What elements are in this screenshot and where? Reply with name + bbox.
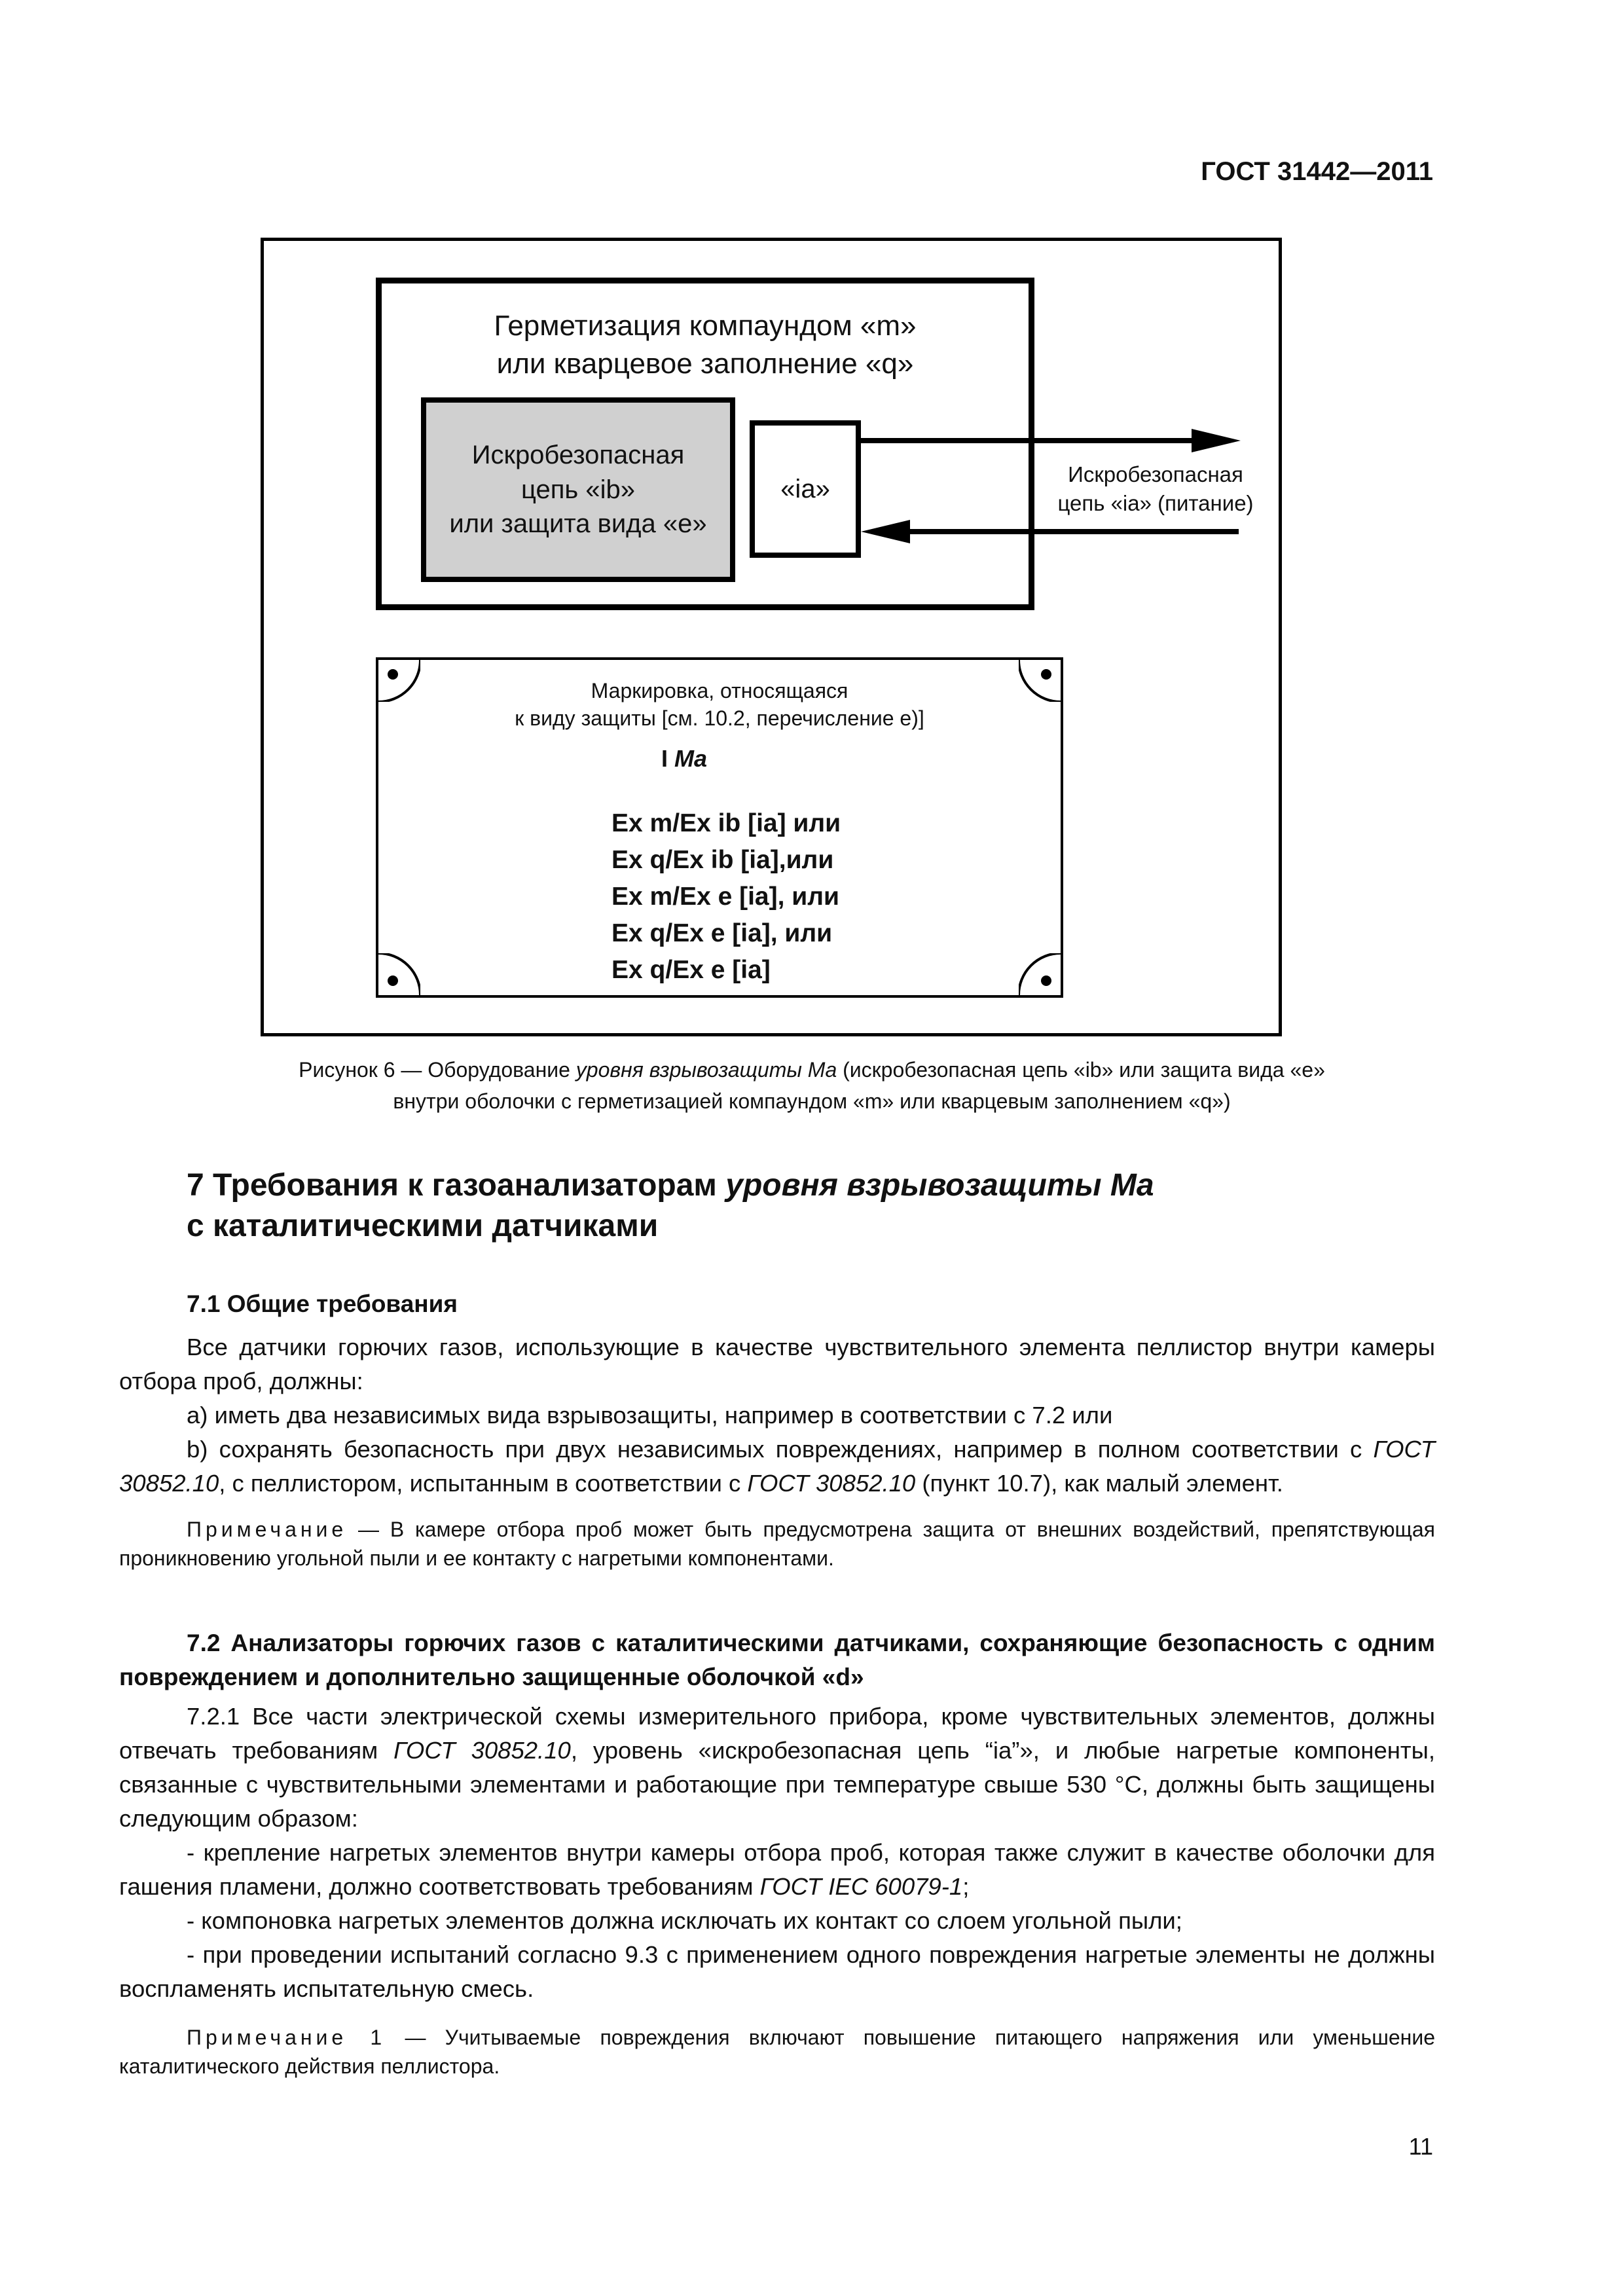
list-item [119, 1432, 1435, 1501]
standard-reference: ГОСТ IEC 60079-1 [759, 1873, 963, 1900]
text-run: 7.2.1 Все части электрической схемы измерительного прибора, кроме чувствительных элементов, должны отвечать требованиям [119, 1703, 1435, 1764]
marking-caption-line: Маркировка, относящаяся [591, 679, 848, 702]
standard-reference: ГОСТ 30852.10 [747, 1470, 916, 1497]
marking-line: Ex m/Ex ib [ia] или [611, 809, 841, 837]
subsection-heading: 7.1 Общие требования [187, 1290, 458, 1317]
caption-prefix: Рисунок 6 — Оборудование [299, 1058, 576, 1082]
list-item: а) иметь два независимых вида взрывозащиты, например в соответствии с 7.2 или [187, 1402, 1113, 1429]
ib-label-line: или защита вида «e» [449, 509, 707, 539]
note-label: Примечание [187, 1518, 348, 1541]
marking-list [611, 805, 841, 989]
note [119, 1515, 1435, 1573]
corner-screw-icon [378, 953, 420, 995]
paragraph [119, 1700, 1435, 1836]
encapsulation-label [382, 307, 1029, 383]
ia-supply-label [1038, 460, 1273, 517]
outgoing-arrowhead [1192, 429, 1241, 452]
incoming-arrowhead [861, 520, 910, 543]
ib-circuit-label [449, 438, 706, 541]
encapsulation-label-line: или кварцевое заполнение «q» [496, 348, 914, 380]
list-item [119, 1836, 1435, 1904]
list-item: - при проведении испытаний согласно 9.3 с применением одного повреждения нагретые элементы не должны воспламенять испытательную смесь. [119, 1941, 1435, 2002]
ib-label-line: цепь «ib» [521, 475, 635, 504]
marking-line: Ex q/Ex ib [ia],или [611, 846, 834, 874]
paragraph: Все датчики горючих газов, использующие в качестве чувствительного элемента пеллистор внутри камеры отбора проб, должны: [119, 1334, 1435, 1394]
standard-reference: ГОСТ 30852.10 [119, 1436, 1435, 1497]
note-text: — Учитываемые повреждения включают повышение питающего напряжения или уменьшение каталитического действия пеллистора. [119, 2026, 1436, 2078]
marking-line: Ex q/Ex e [ia] [611, 956, 771, 984]
ib-circuit-box [421, 397, 735, 582]
note [119, 2023, 1435, 2081]
section-title-italic: уровня взрывозащиты Ma [725, 1168, 1154, 1203]
standard-reference: ГОСТ 30852.10 [393, 1737, 571, 1764]
marking-line: Ex q/Ex e [ia], или [611, 919, 833, 947]
marking-line: Ex m/Ex e [ia], или [611, 883, 840, 911]
encapsulation-label-line: Герметизация компаундом «m» [494, 310, 917, 342]
text-run: ; [962, 1873, 970, 1900]
section-7-2 [119, 1626, 1435, 2081]
section-title [187, 1165, 1431, 1247]
text-run: , уровень «искробезопасная цепь “ia”», и любые нагретые компоненты, связанные с чувствительными элементами и работающие при температуре свыше 530 °С, должны быть защищены следующим образом: [119, 1737, 1436, 1832]
caption-suffix: (искробезопасная цепь «ib» или защита вида «e» [837, 1058, 1325, 1082]
ia-supply-label-line: Искробезопасная [1068, 462, 1243, 486]
text-run: - крепление нагретых элементов внутри камеры отбора проб, которая также служит в качестве оболочки для гашения пламени, должно соответствовать требованиям [119, 1839, 1435, 1900]
caption-italic: уровня взрывозащиты Ma [575, 1058, 837, 1082]
figure-caption [173, 1054, 1450, 1117]
list-item: - компоновка нагретых элементов должна исключать их контакт со слоем угольной пыли; [187, 1907, 1182, 1934]
text-run: b) сохранять безопасность при двух независимых повреждениях, например в полном соответствии с [187, 1436, 1374, 1463]
protection-level [661, 745, 707, 773]
ia-box: «ia» [750, 420, 861, 558]
note-label: Примечание 1 [187, 2026, 386, 2049]
ia-supply-label-line: цепь «ia» (питание) [1057, 490, 1254, 515]
section-title-text: 7 Требования к газоанализаторам [187, 1168, 726, 1203]
subsection-heading: 7.2 Анализаторы горючих газов с каталитическими датчиками, сохраняющие безопасность с одним повреждением и дополнительно защищенные оболочкой «d» [119, 1630, 1435, 1690]
text-run: (пункт 10.7), как малый элемент. [915, 1470, 1283, 1497]
ib-label-line: Искробезопасная [471, 440, 685, 469]
section-7-1 [119, 1287, 1435, 1573]
marking-caption-line: к виду защиты [см. 10.2, перечисление e)] [515, 706, 924, 731]
text-run: , с пеллистором, испытанным в соответствии с [219, 1470, 748, 1497]
corner-screw-icon [1019, 953, 1061, 995]
caption-line-2: внутри оболочки с герметизацией компаундом «m» или кварцевым заполнением «q») [393, 1089, 1231, 1113]
marking-caption [378, 677, 1061, 732]
marking-plate [376, 657, 1063, 998]
level-group: I [661, 745, 675, 772]
note-text: — В камере отбора проб может быть предусмотрена защита от внешних воздействий, препятствующая проникновению угольной пыли и ее контакту с нагретыми компонентами. [119, 1518, 1435, 1570]
document-header: ГОСТ 31442—2011 [1201, 157, 1433, 186]
section-title-line-2: с каталитическими датчиками [187, 1209, 659, 1243]
page-number: 11 [1408, 2133, 1433, 2160]
level-code: Ma [674, 745, 708, 772]
